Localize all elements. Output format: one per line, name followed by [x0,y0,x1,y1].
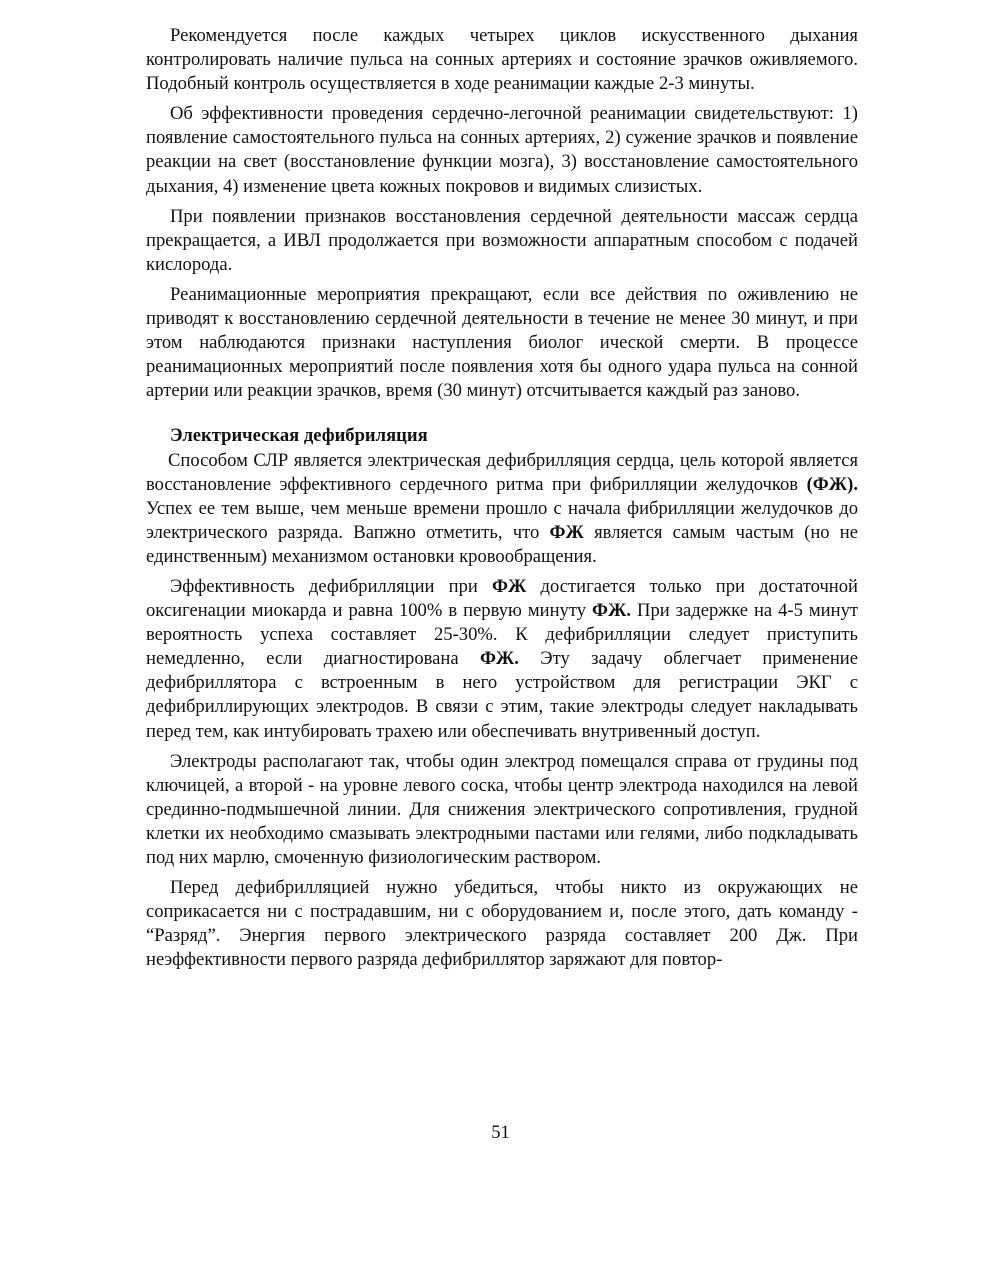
bold-term: ФЖ [492,575,527,597]
text-run: При задержке на 4-5 минут вероятность успеха составляет 25-30%. К дефибрилляции следует приступить немедленно, если диагностирована [146,600,858,670]
text-run: достигается только при достаточной оксигенации миокарда и равна 100% в первую минуту [146,575,858,622]
paragraph-defibrillation-intro [146,449,858,569]
paragraph-pulse-check: Рекомендуется после каждых четырех циклов искусственного дыхания контролировать наличие пульса на сонных артериях и состояние зрачков оживляемого. Подобный контроль осуществляется в ходе реанимации каждые 2-3 минуты. [146,25,858,95]
paragraph-massage-stop: При появлении признаков восстановления сердечной деятельности массаж сердца прекращается, а ИВЛ продолжается при возможности аппаратным способом с подачей кислорода. [146,205,858,275]
text-run: является самым частым (но не единственным) механизмом остановки кровообращения. [146,521,859,567]
bold-term: ФЖ. [479,648,519,670]
page-number: 51 [491,1122,510,1143]
paragraph-discharge-safety: Перед дефибрилляцией нужно убедиться, чтобы никто из окружающих не соприкасается ни с пострадавшим, ни с оборудованием и, после этого, дать команду - “Разряд”. Энергия первого электрического разряда составляет 200 Дж. При неэффективности первого разряда дефибриллятор заряжают для повтор- [146,877,858,971]
paragraph-defibrillation-efficiency [146,575,858,744]
text-run: Способом СЛР является электрическая дефибрилляция сердца, цель которой является восстановление эффективного сердечного ритма при фибрилляции желудочков [146,449,858,495]
bold-term: ФЖ [549,521,584,543]
bold-term: (ФЖ). [806,473,858,495]
paragraph-reanimation-stop: Реанимационные мероприятия прекращают, если все действия по оживлению не приводят к восстановлению сердечной деятельности в течение не менее 30 минут, и при этом наблюдаются признаки наступления биолог ической смерти. В процессе реанимационных мероприятий после появления хотя бы одного удара пульса на сонной артерии или реакции зрачков, время (30 минут) отсчитывается каждый раз заново. [146,283,858,402]
text-run: Эффективность дефибрилляции при [170,575,493,597]
section-heading: Электрическая дефибриляция [170,425,428,447]
document-page [146,24,858,978]
paragraph-efficiency-signs: Об эффективности проведения сердечно-легочной реанимации свидетельствуют: 1) появление самостоятельного пульса на сонных артериях, 2) сужение зрачков и появление реакции на свет (восстановление функции мозга), 3) восстановление самостоятельного дыхания, 4) изменение цвета кожных покровов и видимых слизистых. [146,103,858,197]
bold-term: ФЖ. [592,600,632,622]
text-run: Эту задачу облегчает применение дефибриллятора с встроенным в него устройством для регистрации ЭКГ с дефибриллирующих электродов. В связи с этим, такие электроды следует накладывать перед тем, как интубировать трахею или обеспечивать внутривенный доступ. [146,648,858,742]
paragraph-electrode-placement: Электроды располагают так, чтобы один электрод помещался справа от грудины под ключицей, а второй - на уровне левого соска, чтобы центр электрода находился на левой срединно-подмышечной линии. Для снижения электрического сопротивления, грудной клетки их необходимо смазывать электродными пастами или гелями, либо подкладывать под них марлю, смоченную физиологическим раствором. [146,750,858,868]
text-run: Успех ее тем выше, чем меньше времени прошло с начала фибрилляции желудочков до электрического разряда. Вапжно отметить, что [146,497,858,543]
